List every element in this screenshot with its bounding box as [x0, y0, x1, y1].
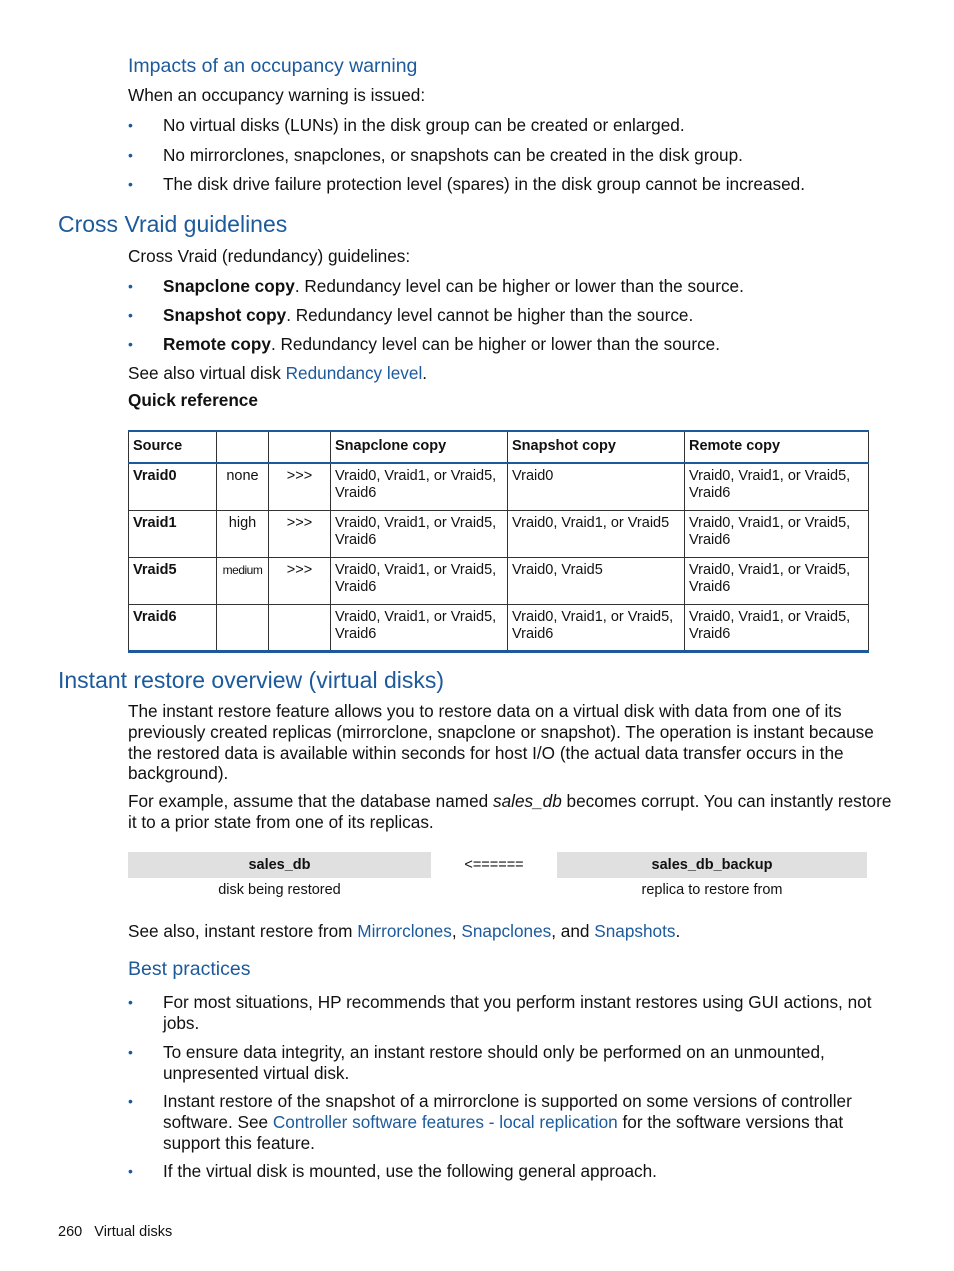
see-also-prefix: See also, instant restore from [128, 921, 358, 941]
header-level [217, 431, 269, 463]
impacts-heading: Impacts of an occupancy warning [128, 55, 418, 77]
sales-db-backup-box: sales_db_backup [557, 852, 867, 878]
cross-vraid-bullet-1 [163, 276, 744, 297]
bullet-icon: • [128, 1163, 133, 1179]
bullet-icon: • [128, 1093, 133, 1109]
cell-source: Vraid6 [129, 604, 217, 651]
desc: . Redundancy level can be higher or lower than the source. [270, 334, 720, 354]
cell-source: Vraid1 [129, 510, 217, 557]
cell-snapshot: Vraid0 [508, 463, 685, 510]
cross-vraid-bullet-3 [163, 334, 720, 355]
period: . [675, 921, 681, 941]
page-footer [58, 1222, 172, 1242]
instant-restore-para2-line1 [128, 791, 891, 812]
disk-being-restored-caption: disk being restored [218, 882, 341, 898]
redundancy-level-link[interactable]: Redundancy level [285, 363, 423, 383]
snapshots-link[interactable]: Snapshots [594, 921, 676, 941]
see-also-redundancy [128, 363, 427, 384]
term: Snapclone copy [163, 276, 295, 296]
footer-section: Virtual disks [94, 1224, 173, 1240]
cell-level: none [217, 463, 269, 510]
best-practice-2-line2: unpresented virtual disk. [163, 1063, 350, 1083]
term: Remote copy [163, 334, 271, 354]
table-row [129, 604, 869, 651]
cell-snapshot: Vraid0, Vraid5 [508, 557, 685, 604]
header-remote: Remote copy [685, 431, 869, 463]
desc: . Redundancy level cannot be higher than the source. [286, 305, 694, 325]
best-practice-1-line1: For most situations, HP recommends that you perform instant restores using GUI actions, not [163, 992, 872, 1012]
best-practice-1-line2: jobs. [163, 1013, 200, 1033]
bullet-icon: • [128, 176, 133, 192]
best-practice-3-line3: support this feature. [163, 1133, 315, 1153]
best-practices-heading: Best practices [128, 958, 251, 980]
quick-reference-table [128, 430, 869, 653]
header-snapshot: Snapshot copy [508, 431, 685, 463]
cell-level: medium [217, 557, 269, 604]
header-arrow [269, 431, 331, 463]
table-row [129, 463, 869, 510]
cell-snapshot: Vraid0, Vraid1, or Vraid5 [508, 510, 685, 557]
instant-restore-para1-line3: the restored data is available within seconds for host I/O (the actual data transfer occurs in the [128, 743, 844, 763]
impacts-bullet-1: No virtual disks (LUNs) in the disk group can be created or enlarged. [163, 115, 685, 135]
bullet-icon: • [128, 147, 133, 163]
best-practice-2-line1: To ensure data integrity, an instant restore should only be performed on an unmounted, [163, 1042, 825, 1062]
instant-restore-para1-line4: background). [128, 763, 229, 783]
bullet-icon: • [128, 336, 133, 352]
cell-snapclone: Vraid0, Vraid1, or Vraid5, Vraid6 [331, 557, 508, 604]
bullet-icon: • [128, 994, 133, 1010]
mirrorclones-link[interactable]: Mirrorclones [357, 921, 452, 941]
best-practice-4: If the virtual disk is mounted, use the following general approach. [163, 1161, 657, 1181]
bullet-icon: • [128, 278, 133, 294]
cell-remote: Vraid0, Vraid1, or Vraid5, Vraid6 [685, 604, 869, 651]
sales-db-box: sales_db [128, 852, 431, 878]
cell-level [217, 604, 269, 651]
bullet-icon: • [128, 117, 133, 133]
table-row [129, 557, 869, 604]
see-also-instant-restore [128, 921, 680, 942]
cell-arrow: >>> [269, 557, 331, 604]
instant-restore-para1-line1: The instant restore feature allows you to restore data on a virtual disk with data from one of its [128, 701, 842, 721]
see-also-suffix: . [422, 363, 428, 383]
cell-arrow: >>> [269, 463, 331, 510]
para2-text-a: For example, assume that the database named [128, 791, 493, 811]
para2-text-b: becomes corrupt. You can instantly restore [561, 791, 892, 811]
cell-arrow [269, 604, 331, 651]
cell-arrow: >>> [269, 510, 331, 557]
separator: , [451, 921, 462, 941]
instant-restore-para2-line2: it to a prior state from one of its replicas. [128, 812, 434, 832]
cell-remote: Vraid0, Vraid1, or Vraid5, Vraid6 [685, 510, 869, 557]
text: for the software versions that [617, 1112, 844, 1132]
impacts-bullet-2: No mirrorclones, snapclones, or snapshots can be created in the disk group. [163, 145, 743, 165]
instant-restore-para1-line2: previously created replicas (mirrorclone, snapclone or snapshot). The operation is instant because [128, 722, 874, 742]
cell-snapshot: Vraid0, Vraid1, or Vraid5, Vraid6 [508, 604, 685, 651]
best-practice-3-line1: Instant restore of the snapshot of a mirrorclone is supported on some versions of controller [163, 1091, 852, 1111]
cell-snapclone: Vraid0, Vraid1, or Vraid5, Vraid6 [331, 510, 508, 557]
impacts-intro: When an occupancy warning is issued: [128, 85, 426, 105]
table-row [129, 510, 869, 557]
text: software. See [163, 1112, 273, 1132]
cell-source: Vraid5 [129, 557, 217, 604]
instant-restore-heading: Instant restore overview (virtual disks) [58, 667, 445, 693]
bullet-icon: • [128, 307, 133, 323]
sales-db-italic: sales_db [492, 791, 562, 811]
cell-level: high [217, 510, 269, 557]
restore-arrow: <====== [464, 857, 524, 873]
impacts-bullet-3: The disk drive failure protection level (spares) in the disk group cannot be increased. [163, 174, 806, 194]
separator: , and [551, 921, 595, 941]
cell-snapclone: Vraid0, Vraid1, or Vraid5, Vraid6 [331, 463, 508, 510]
header-snapclone: Snapclone copy [331, 431, 508, 463]
term: Snapshot copy [163, 305, 287, 325]
bullet-icon: • [128, 1044, 133, 1060]
cell-remote: Vraid0, Vraid1, or Vraid5, Vraid6 [685, 557, 869, 604]
header-source: Source [129, 431, 217, 463]
best-practice-3-line2 [163, 1112, 843, 1133]
cell-snapclone: Vraid0, Vraid1, or Vraid5, Vraid6 [331, 604, 508, 651]
table-header-row [129, 431, 869, 463]
page-number: 260 [58, 1224, 83, 1240]
cell-remote: Vraid0, Vraid1, or Vraid5, Vraid6 [685, 463, 869, 510]
see-also-prefix: See also virtual disk [128, 363, 286, 383]
cross-vraid-heading: Cross Vraid guidelines [58, 211, 288, 237]
cell-source: Vraid0 [129, 463, 217, 510]
controller-software-features-link[interactable]: Controller software features - local replication [272, 1112, 618, 1132]
snapclones-link[interactable]: Snapclones [461, 921, 552, 941]
cross-vraid-bullet-2 [163, 305, 693, 326]
cross-vraid-intro: Cross Vraid (redundancy) guidelines: [128, 246, 411, 266]
desc: . Redundancy level can be higher or lower than the source. [294, 276, 744, 296]
quick-reference-label: Quick reference [128, 390, 258, 410]
replica-caption: replica to restore from [641, 882, 783, 898]
